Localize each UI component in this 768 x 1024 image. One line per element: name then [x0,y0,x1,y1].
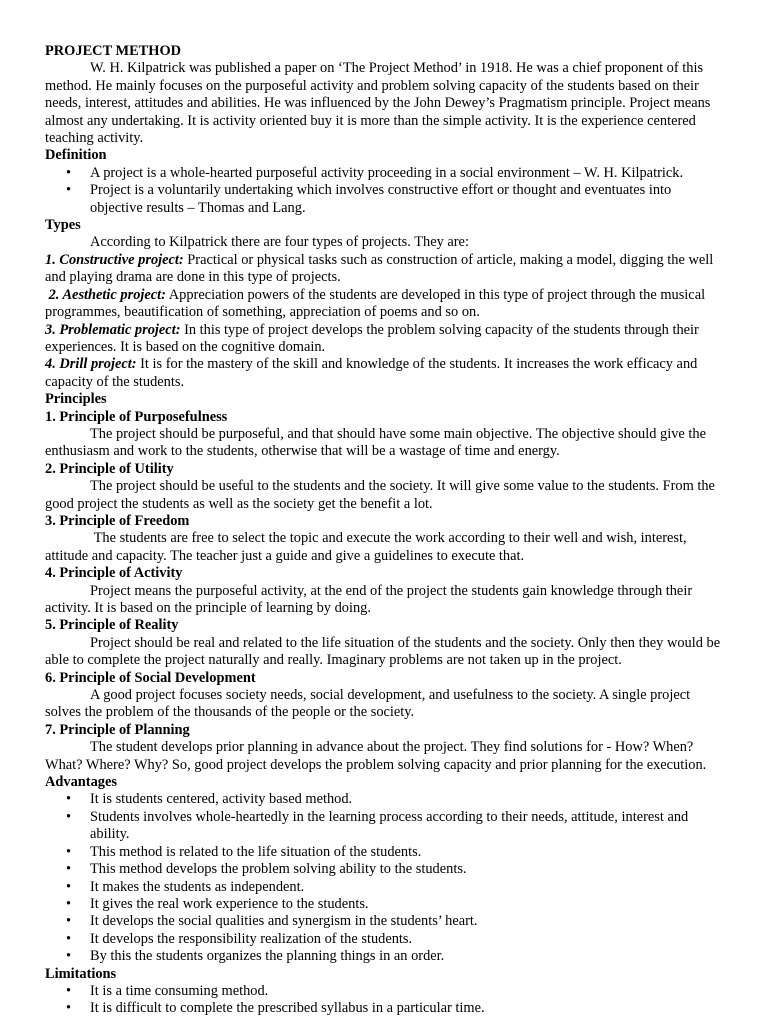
type-text: In this type of project develops the problem solving capacity of the students through their experiences. It is based on the cognitive domain. [45,321,699,355]
advantages-heading: Advantages [45,774,117,791]
list-item: • It is difficult to complete the prescribed syllabus in a particular time. [45,1000,724,1017]
list-item: • It gives the real work experience to the students. [45,896,724,913]
type-label: 3. Problematic project: [45,321,181,338]
principle-text: The students are free to select the topic and execute the work according to their well and wish, interest, attitude and capacity. The teacher just a guide and give a guidelines to execute that. [45,530,691,564]
principle-text: Project means the purposeful activity, at the end of the project the students gain knowledge through their activity. It is based on the principle of learning by doing. [45,582,693,616]
list-item: • Project is a voluntarily undertaking which involves constructive effort or thought and eventuates into objective results – Thomas and Lang. [45,182,724,217]
intro-paragraph: W. H. Kilpatrick was published a paper on ‘The Project Method’ in 1918. He was a chief proponent of this method. He mainly focuses on the purposeful activity and problem solving capacity of the students based on their needs, interest, attitudes and abilities. He was influenced by the John Dewey’s Pragmatism principle. Project means almost any undertaking. It is activity oriented buy it is more than the simple activity. It is the experience centered teaching activity. [45,60,711,147]
principle-text: The project should be useful to the students and the society. It will give some value to the students. From the good project the students as well as the society get the benefit a lot. [45,478,715,512]
list-item: • It develops the responsibility realization of the students. [45,931,724,948]
type-constructive [45,252,724,287]
list-item: • It is students centered, activity based method. [45,791,724,808]
principle-text: The project should be purposeful, and that should have some main objective. The objective should give the enthusiasm and work to the students, otherwise that will be a wastage of time and energy. [45,425,706,460]
principle-title: 1. Principle of Purposefulness [45,408,228,425]
definition-list [45,165,724,217]
list-item: • It develops the social qualities and synergism in the students’ heart. [45,913,724,930]
principle-title: 3. Principle of Freedom [45,512,190,529]
principle-title: 6. Principle of Social Development [45,669,256,686]
principle-text: The student develops prior planning in advance about the project. They find solutions for - How? When? What? Where? Why? So, good project develops the problem solving capacity and prior planning for the execution. [45,739,707,773]
principle-title: 2. Principle of Utility [45,460,174,477]
list-item: • This method is related to the life situation of the students. [45,844,724,861]
principle-title: 4. Principle of Activity [45,565,183,582]
list-item: • This method develops the problem solving ability to the students. [45,861,724,878]
type-text: Practical or physical tasks such as construction of article, making a model, digging the well and playing drama are done in this type of projects. [45,251,714,286]
principles-heading: Principles [45,391,107,408]
type-drill [45,356,724,391]
list-item: • A project is a whole-hearted purposeful activity proceeding in a social environment – W. H. Kilpatrick. [45,165,724,182]
principle-title: 5. Principle of Reality [45,617,179,634]
type-aesthetic [45,287,724,322]
list-item: • It is a time consuming method. [45,983,724,1000]
type-label: 4. Drill project: [45,356,137,373]
principle-text: Project should be real and related to the life situation of the students and the society. Only then they would be able to complete the project naturally and really. Imaginary problems are not taken up in the project. [45,634,721,669]
principle-text: A good project focuses society needs, social development, and usefulness to the society. A single project solves the problem of the thousands of the people or the society. [45,687,691,721]
advantages-list [45,791,724,965]
limitations-heading: Limitations [45,965,117,982]
type-problematic [45,322,724,357]
type-text: It is for the mastery of the skill and knowledge of the students. It increases the work efficacy and capacity of the students. [45,356,698,390]
types-intro: According to Kilpatrick there are four types of projects. They are: [90,234,469,251]
list-item: • By this the students organizes the planning things in an order. [45,948,724,965]
limitations-list [45,983,724,1018]
type-text: Appreciation powers of the students are developed in this type of project through the musical programmes, beautification of something, appreciation of poems and so on. [45,286,706,321]
page-title: PROJECT METHOD [45,43,182,59]
type-label: 2. Aesthetic project: [45,286,166,303]
list-item: • It makes the students as independent. [45,879,724,896]
types-heading: Types [45,217,81,234]
list-item: • Students involves whole-heartedly in the learning process according to their needs, attitude, interest and ability. [45,809,724,844]
principle-title: 7. Principle of Planning [45,721,190,738]
definition-heading: Definition [45,147,107,164]
type-label: 1. Constructive project: [45,251,184,268]
